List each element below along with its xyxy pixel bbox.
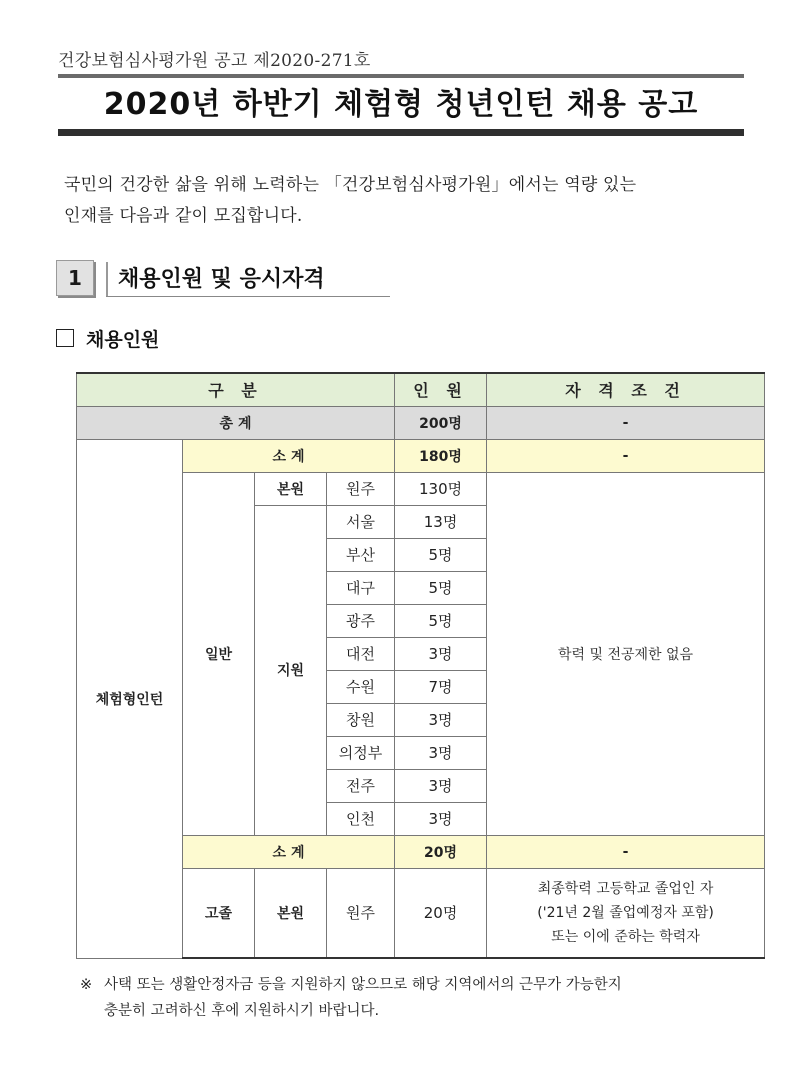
general-subtotal-row — [77, 439, 765, 472]
branch-count: 3명 — [395, 637, 487, 670]
title-top-rule — [58, 74, 744, 78]
highschool-region: 원주 — [327, 868, 395, 958]
branch-count: 3명 — [395, 703, 487, 736]
branch-region: 서울 — [327, 505, 395, 538]
document-number: 건강보험심사평가원 공고 제2020-271호 — [58, 51, 371, 71]
general-subtotal-count: 180명 — [395, 439, 487, 472]
branch-region: 대구 — [327, 571, 395, 604]
highschool-hq-label: 본원 — [255, 868, 327, 958]
branch-count: 7명 — [395, 670, 487, 703]
branch-count: 13명 — [395, 505, 487, 538]
intro-paragraph — [64, 170, 754, 232]
highschool-subtotal-count: 20명 — [395, 835, 487, 868]
general-subtotal-qualification: - — [487, 439, 765, 472]
note-line-2: 충분히 고려하신 후에 지원하시기 바랍니다. — [104, 1003, 380, 1019]
highschool-subtotal-label: 소 계 — [183, 835, 395, 868]
highschool-qual-line-2: ('21년 2월 졸업예정자 포함) — [537, 904, 714, 921]
branch-region: 대전 — [327, 637, 395, 670]
branch-count: 5명 — [395, 604, 487, 637]
highschool-qual-line-3: 또는 이에 준하는 학력자 — [551, 928, 700, 945]
header-qualification: 자 격 조 건 — [487, 373, 765, 406]
highschool-subtotal-qualification: - — [487, 835, 765, 868]
section-underline — [106, 296, 390, 297]
title-bottom-rule — [58, 129, 744, 136]
table-header-row — [77, 373, 765, 406]
highschool-qual-line-1: 최종학력 고등학교 졸업인 자 — [537, 880, 714, 897]
general-subtotal-label: 소 계 — [183, 439, 395, 472]
total-label: 총 계 — [77, 406, 395, 439]
total-row — [77, 406, 765, 439]
branch-count: 5명 — [395, 538, 487, 571]
section-title: 채용인원 및 응시자격 — [118, 267, 325, 292]
header-count: 인 원 — [395, 373, 487, 406]
section-number-badge: 1 — [56, 260, 94, 296]
intro-line-1: 국민의 건강한 삶을 위해 노력하는 「건강보험심사평가원」에서는 역량 있는 — [64, 175, 637, 195]
branch-count: 3명 — [395, 769, 487, 802]
branch-count: 5명 — [395, 571, 487, 604]
subsection-title: 채용인원 — [86, 329, 160, 351]
highschool-qualification — [487, 868, 765, 958]
branch-count: 3명 — [395, 802, 487, 835]
intro-line-2: 인재를 다음과 같이 모집합니다. — [64, 206, 303, 226]
checkbox-bullet-icon — [56, 329, 74, 347]
branch-region: 의정부 — [327, 736, 395, 769]
branch-region: 인천 — [327, 802, 395, 835]
general-branch-label: 지원 — [255, 505, 327, 835]
general-hq-count: 130명 — [395, 472, 487, 505]
group-label: 체험형인턴 — [77, 439, 183, 958]
total-qualification: - — [487, 406, 765, 439]
general-qualification: 학력 및 전공제한 없음 — [487, 472, 765, 835]
general-label: 일반 — [183, 472, 255, 835]
footnote — [80, 972, 760, 1024]
branch-region: 수원 — [327, 670, 395, 703]
page-title: 2020년 하반기 체험형 청년인턴 채용 공고 — [103, 87, 699, 122]
highschool-count: 20명 — [395, 868, 487, 958]
highschool-label: 고졸 — [183, 868, 255, 958]
branch-count: 3명 — [395, 736, 487, 769]
general-hq-region: 원주 — [327, 472, 395, 505]
branch-region: 광주 — [327, 604, 395, 637]
total-count: 200명 — [395, 406, 487, 439]
general-hq-label: 본원 — [255, 472, 327, 505]
header-category: 구 분 — [77, 373, 395, 406]
recruitment-table — [76, 372, 765, 959]
section-divider — [106, 262, 108, 296]
note-line-1: 사택 또는 생활안정자금 등을 지원하지 않으므로 해당 지역에서의 근무가 가능한지 — [104, 977, 622, 993]
branch-region: 부산 — [327, 538, 395, 571]
note-mark-icon: ※ — [80, 977, 93, 993]
branch-region: 창원 — [327, 703, 395, 736]
branch-region: 전주 — [327, 769, 395, 802]
